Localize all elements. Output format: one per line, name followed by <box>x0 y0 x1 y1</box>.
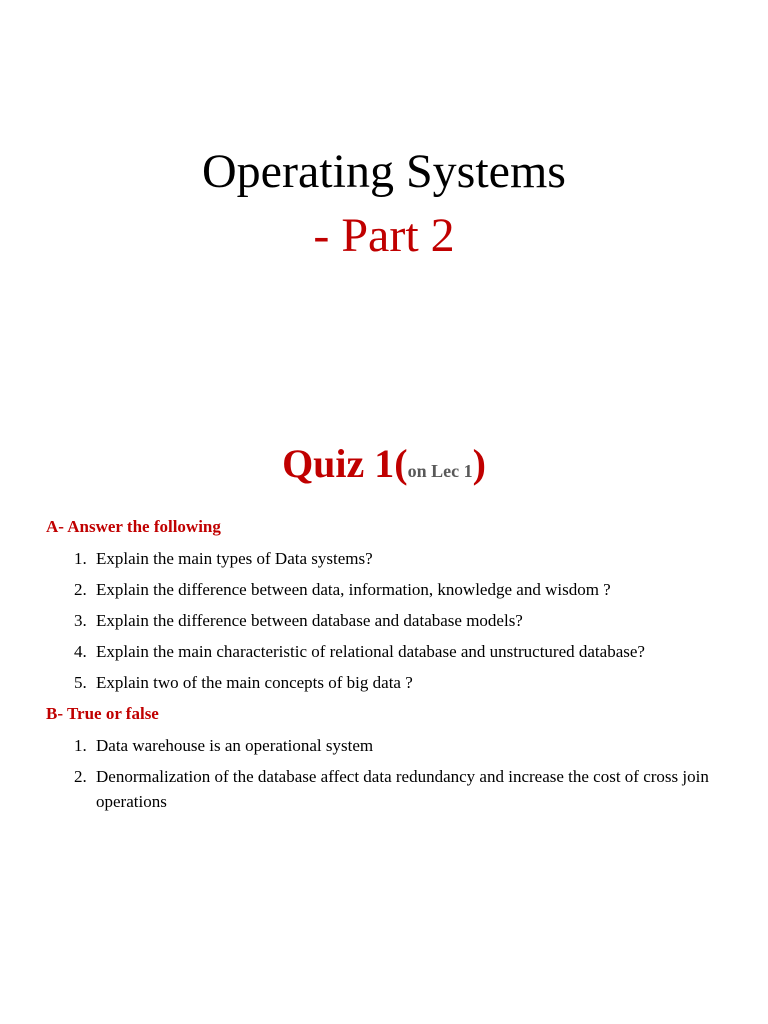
question-number: 1. <box>74 549 87 568</box>
question-text: Explain the main characteristic of relational database and unstructured database? <box>96 642 645 661</box>
question-item <box>0 546 768 571</box>
question-item <box>0 577 768 602</box>
question-text: Explain the difference between database and database models? <box>96 611 523 630</box>
section-b-heading: B- True or false <box>46 704 159 723</box>
quiz-lecture-note: on Lec 1 <box>407 461 473 481</box>
question-number: 5. <box>74 673 87 692</box>
question-item <box>0 608 768 633</box>
section-b-question-list <box>0 733 768 820</box>
quiz-close-paren: ) <box>472 441 486 486</box>
statement-text: Denormalization of the database affect data redundancy and increase the cost of cross join operations <box>96 767 709 811</box>
question-item <box>0 670 768 695</box>
page-subtitle: - Part 2 <box>313 209 455 262</box>
question-number: 3. <box>74 611 87 630</box>
question-text: Explain the difference between data, information, knowledge and wisdom ? <box>96 580 611 599</box>
statement-item <box>0 764 768 814</box>
question-text: Explain the main types of Data systems? <box>96 549 373 568</box>
statement-number: 1. <box>74 736 87 755</box>
section-a-heading: A- Answer the following <box>46 517 221 536</box>
question-item <box>0 639 768 664</box>
quiz-heading <box>0 436 768 499</box>
question-text: Explain two of the main concepts of big data ? <box>96 673 413 692</box>
statement-text: Data warehouse is an operational system <box>96 736 374 755</box>
statement-item <box>0 733 768 758</box>
question-number: 2. <box>74 580 87 599</box>
section-a-question-list <box>0 546 768 701</box>
quiz-label: Quiz 1( <box>282 441 408 486</box>
page-title: Operating Systems <box>202 145 566 198</box>
question-number: 4. <box>74 642 87 661</box>
statement-number: 2. <box>74 767 87 786</box>
